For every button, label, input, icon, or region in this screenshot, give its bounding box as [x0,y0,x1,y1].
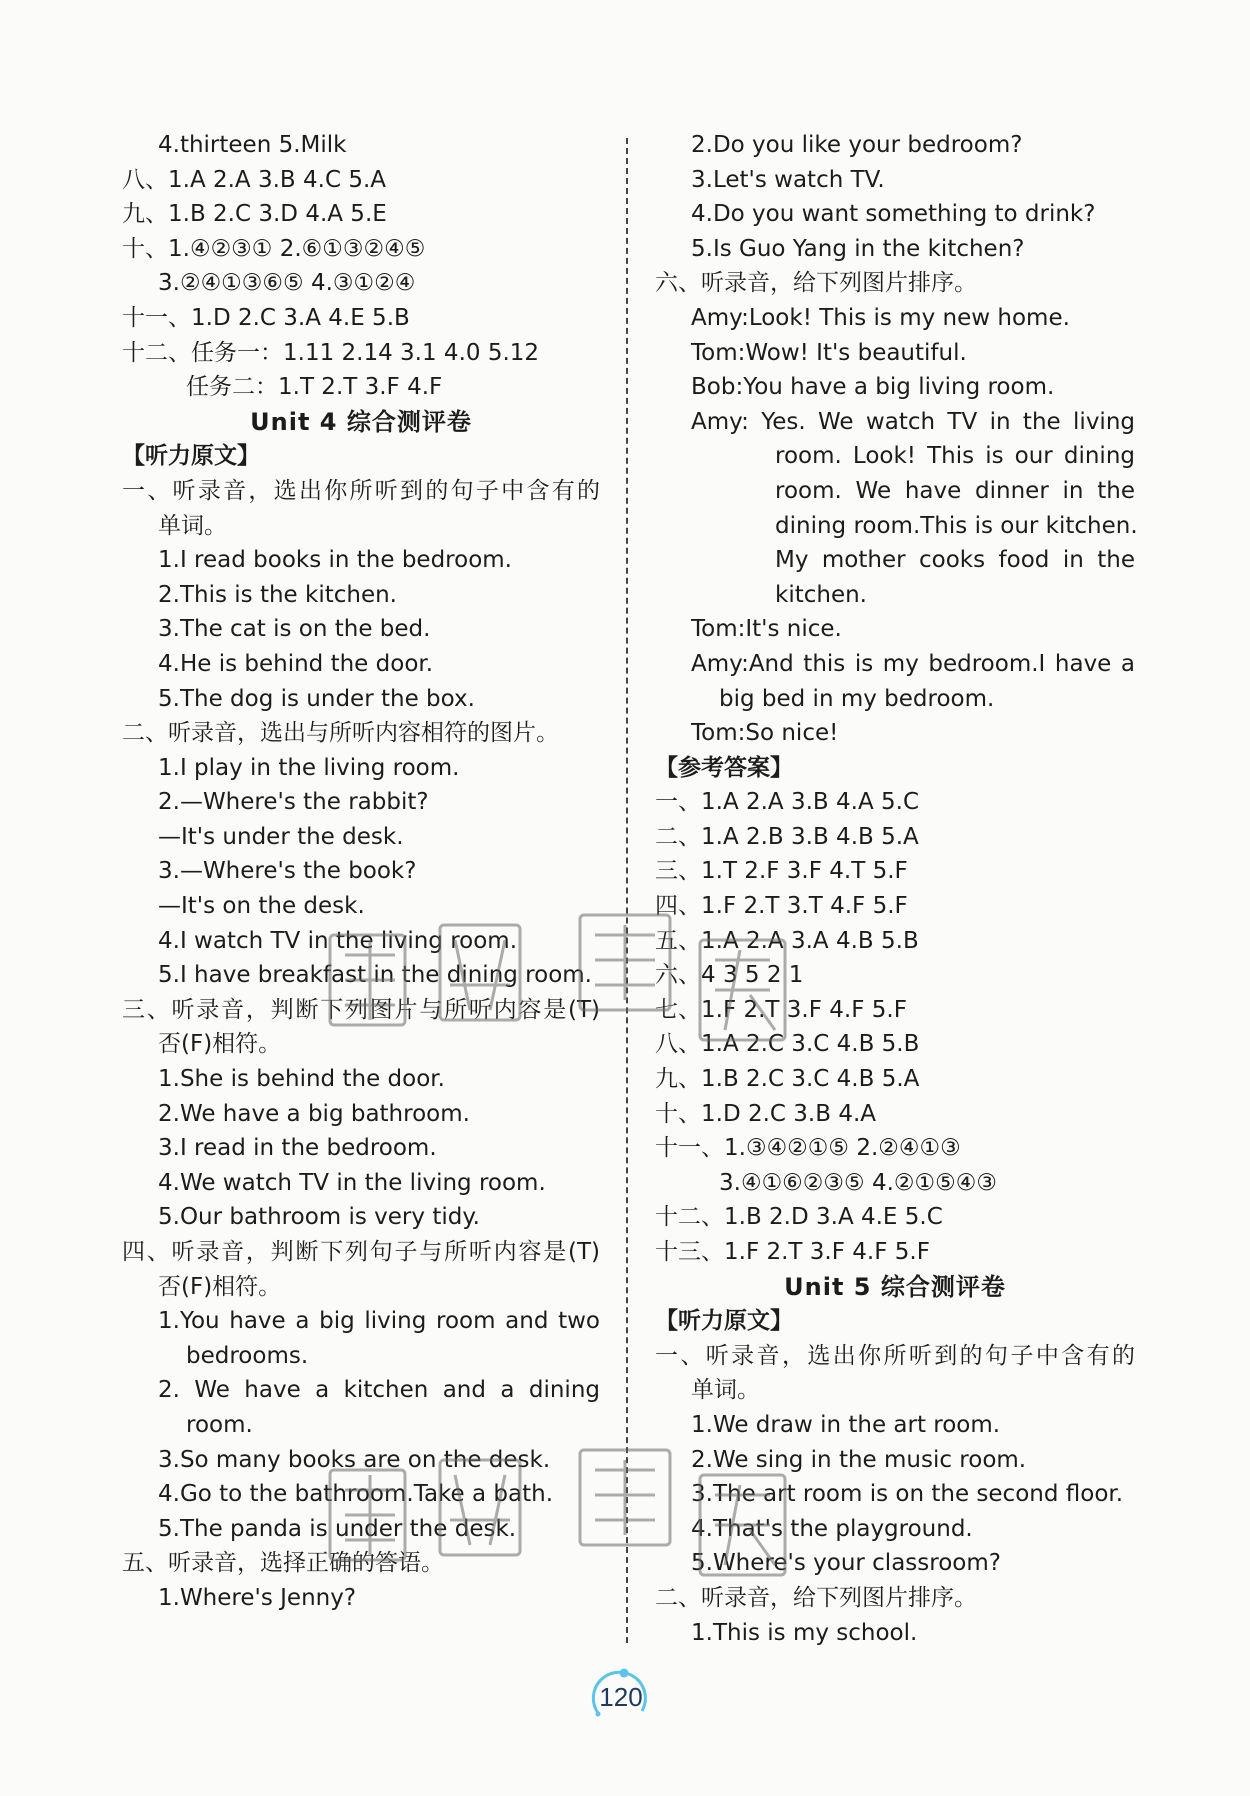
text-line: 4.Go to the bathroom.Take a bath. [158,1481,554,1508]
text-line: 六、4 3 5 2 1 [655,962,804,989]
text-line: 三、1.T 2.F 3.F 4.T 5.F [655,858,908,885]
text-line: 5.The panda is under the desk. [158,1515,517,1542]
text-line: 九、1.B 2.C 3.C 4.B 5.A [655,1066,920,1093]
text-line: 5.Our bathroom is very tidy. [158,1204,480,1231]
text-line: Tom:Wow! It's beautiful. [691,339,967,366]
text-line: 2. We have a kitchen and a dining [158,1377,600,1404]
text-line: 5.I have breakfast in the dining room. [158,962,592,989]
text-line: 否(F)相符。 [158,1031,282,1058]
text-line: 3.—Where's the book? [158,858,417,885]
text-line: 2.This is the kitchen. [158,581,397,608]
text-line: Tom:So nice! [691,720,839,747]
text-line: 五、听录音，选择正确的答语。 [122,1550,444,1577]
text-line: 二、听录音，给下列图片排序。 [655,1584,977,1611]
text-line: room. [186,1411,253,1438]
section-title: Unit 5 综合测评卷 [784,1272,1006,1301]
text-line: 4.Do you want something to drink? [691,201,1096,228]
text-line: 5.Where's your classroom? [691,1550,1001,1577]
section-label: 【参考答案】 [655,754,793,781]
text-line: 二、1.A 2.B 3.B 4.B 5.A [655,823,919,850]
text-line: 3.②④①③⑥⑤ 4.③①②④ [158,270,416,297]
text-line: 3.④①⑥②③⑤ 4.②①⑤④③ [719,1169,998,1196]
text-line: 十、1.D 2.C 3.B 4.A [655,1100,876,1127]
text-line: 2.Do you like your bedroom? [691,132,1023,158]
text-line: 2.—Where's the rabbit? [158,789,429,816]
left-column [122,128,600,1616]
text-line: Amy: Yes. We watch TV in the living [691,408,1135,435]
page-number-badge [586,1667,656,1727]
text-line: 3.So many books are on the desk. [158,1446,551,1473]
text-line: 1.I play in the living room. [158,754,460,781]
text-line: 3.I read in the bedroom. [158,1135,437,1162]
text-line: My mother cooks food in the [775,547,1135,574]
text-line: 5.The dog is under the box. [158,685,475,712]
text-line: 4.We watch TV in the living room. [158,1169,546,1196]
text-line: 1.Where's Jenny? [158,1584,357,1611]
text-line: 单词。 [691,1377,760,1404]
section-label: 【听力原文】 [655,1308,793,1335]
text-line: 十、1.④②③① 2.⑥①③②④⑤ [122,235,426,262]
section-title: Unit 4 综合测评卷 [250,407,472,436]
text-line: 一、听录音，选出你所听到的句子中含有的 [122,477,600,504]
text-line: 1.She is behind the door. [158,1066,445,1093]
column-divider [626,138,628,1643]
text-line: Bob:You have a big living room. [691,374,1055,401]
text-line: 八、1.A 2.A 3.B 4.C 5.A [122,166,387,193]
text-line: 十二、1.B 2.D 3.A 4.E 5.C [655,1204,943,1231]
text-line: 否(F)相符。 [158,1273,282,1300]
text-line: 4.That's the playground. [691,1515,973,1542]
text-line: 4.thirteen 5.Milk [158,132,347,158]
text-line: 四、听录音，判断下列句子与所听内容是(T) [122,1239,600,1265]
text-line: 六、听录音，给下列图片排序。 [655,270,977,297]
text-line: —It's under the desk. [158,823,404,850]
text-line: 八、1.A 2.C 3.C 4.B 5.B [655,1031,920,1058]
text-line: 3.Let's watch TV. [691,166,885,193]
text-line: 一、听录音，选出你所听到的句子中含有的 [655,1342,1135,1369]
text-line: 七、1.F 2.T 3.F 4.F 5.F [655,996,907,1023]
text-line: —It's on the desk. [158,893,365,920]
text-line: Tom:It's nice. [691,616,842,643]
text-line: bedrooms. [186,1342,309,1369]
text-line: Amy:And this is my bedroom.I have a [691,650,1135,677]
page-number: 120 [599,1682,643,1712]
text-line: 十二、任务一：1.11 2.14 3.1 4.0 5.12 [122,339,540,366]
text-line: 5.Is Guo Yang in the kitchen? [691,235,1025,262]
text-line: 九、1.B 2.C 3.D 4.A 5.E [122,201,387,228]
text-line: room. We have dinner in the [775,477,1135,504]
text-line: 1.This is my school. [691,1619,918,1646]
text-line: kitchen. [775,581,867,608]
text-line: 1.I read books in the bedroom. [158,547,512,574]
text-line: 2.We have a big bathroom. [158,1100,470,1127]
text-line: 十一、1.D 2.C 3.A 4.E 5.B [122,304,410,331]
text-line: 2.We sing in the music room. [691,1446,1027,1473]
text-line: 一、1.A 2.A 3.B 4.A 5.C [655,789,920,816]
text-line: dining room.This is our kitchen. [775,512,1138,539]
text-line: 4.I watch TV in the living room. [158,927,518,954]
text-line: 三、听录音，判断下列图片与所听内容是(T) [122,996,600,1023]
text-line: 二、听录音，选出与所听内容相符的图片。 [122,720,559,747]
text-line: 十三、1.F 2.T 3.F 4.F 5.F [655,1239,930,1265]
text-line: 单词。 [158,512,227,539]
text-line: 十一、1.③④②①⑤ 2.②④①③ [655,1135,961,1162]
right-column [655,128,1138,1650]
text-line: big bed in my bedroom. [719,685,995,712]
text-line: 3.The cat is on the bed. [158,616,431,643]
text-line: 四、1.F 2.T 3.T 4.F 5.F [655,893,908,920]
section-label: 【听力原文】 [122,443,260,470]
text-line: 4.He is behind the door. [158,650,434,677]
text-line: 1.You have a big living room and two [158,1308,600,1335]
text-line: Amy:Look! This is my new home. [691,304,1070,331]
text-line: 3.The art room is on the second floor. [691,1481,1124,1508]
text-line: 任务二：1.T 2.T 3.F 4.F [186,374,443,401]
text-line: 五、1.A 2.A 3.A 4.B 5.B [655,927,919,954]
text-line: 1.We draw in the art room. [691,1411,1001,1438]
text-line: room. Look! This is our dining [775,443,1135,470]
